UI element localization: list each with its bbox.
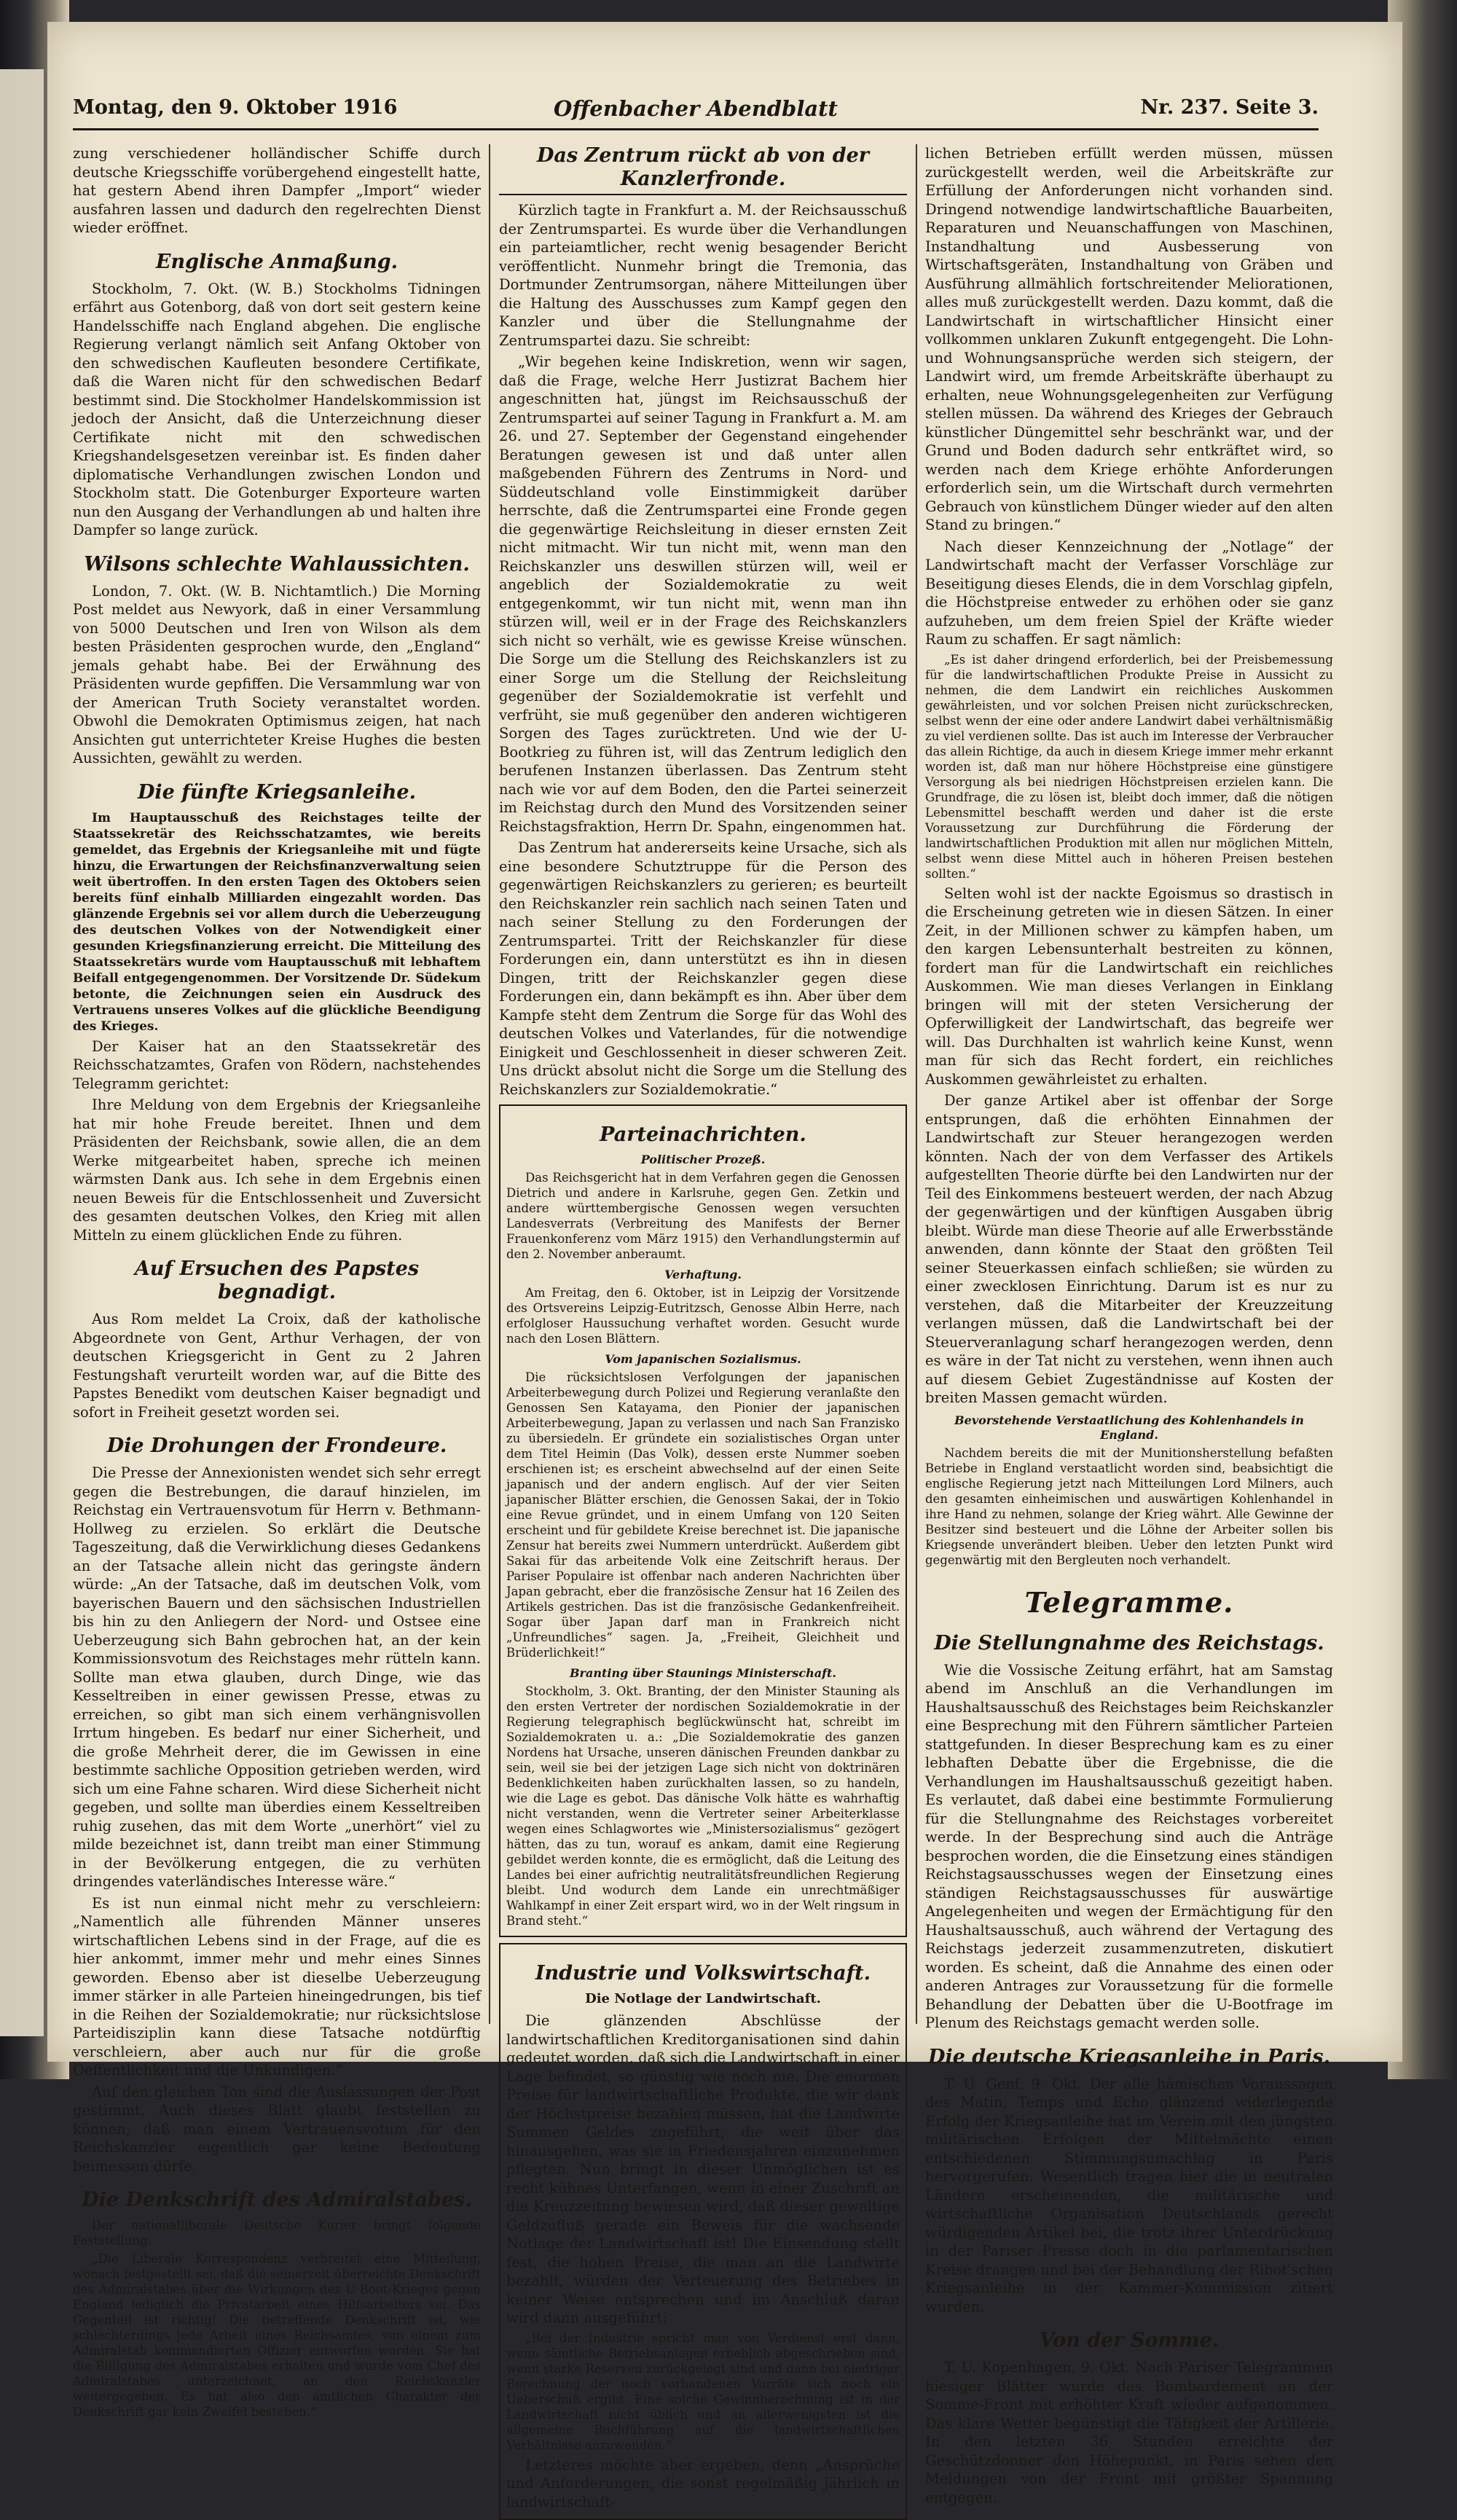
column-3	[925, 144, 1333, 2506]
column-rule	[916, 144, 917, 2024]
article-text: „Es ist daher dringend erforderlich, bei der Preisbemessung für die landwirtschaftlichen Produkte Preise in Aussicht zu nehmen, die dem Landwirt ein reichliches Auskommen gewährleisten, und vor solchen Preisen nicht zurückschrecken, selbst wenn der eine oder andere Landwirt dabei verhältnismäßig zu viel verdienen sollte. Das ist auch im Interesse der Verbraucher das allein Richtige, da auch in diesem Kriege immer mehr erkannt worden ist, daß man nur höhere Höchstpreise eine günstigere Versorgung als bei niedrigen Höchstpreisen erzielen kann. Die Grundfrage, die zu lösen ist, bleibt doch immer, daß die nötigen Lebensmittel beschafft werden und daher ist die erste Voraussetzung zur Durchführung die Förderung der landwirtschaftlichen Produktion mit allen nur möglichen Mitteln, selbst wenn diese Mittel auch in höheren Preisen bestehen sollten.“	[925, 652, 1333, 881]
previous-page-stub	[0, 69, 45, 2036]
article-headline: Wilsons schlechte Wahlaussichten.	[84, 552, 470, 576]
article-text: T. U. Kopenhagen, 9. Okt. Nach Pariser Telegrammen hiesiger Blätter wurde das Bombardement an der Somme-Front mit erhöhter Kraft wieder aufgenommen. Das klare Wetter begünstigt die Tätigkeit der Artillerie. In den letzten 36 Stunden erreichte der Geschützdonner den Höhepunkt, in Paris sehen den Meldungen von der Front mit größter Spannung entgegen.	[925, 2359, 1333, 2506]
article-subheading: Branting über Staunings Ministerschaft.	[570, 1666, 836, 1680]
article-subheading: Die Notlage der Landwirtschaft.	[585, 1991, 821, 2006]
article-subheading: Politischer Prozeß.	[640, 1153, 766, 1166]
article-text: „Bei der Industrie spricht man von Verdienst erst dann, wenn sämtliche Betriebsanlagen erheblich abgeschrieben sind, wenn starke Reserven zurückgelegt sind und dann bei niedriger Berechnung der noch vorhandenen Vorräte sich noch ein Ueberschuß ergibt. Eine solche Gewinnberechnung ist in der Landwirtschaft nicht üblich und an allerwenigsten ist die allgemeine Buchführung auf die landwirtschaftlichen Verhältnisse anzuwenden.“	[506, 2331, 900, 2452]
article-text: Die Presse der Annexionisten wendet sich sehr erregt gegen die Bestrebungen, die darauf hinzielen, im Reichstag ein Vertrauensvotum für Herrn v. Bethmann-Hollweg zu erzielen. So erklärt die Deutsche Tageszeitung, daß die Verwirklichung dieses Gedankens an der Tatsache allein nicht das geringste ändern würde: „An der Tatsache, daß im deutschen Volk, vom bayerischen Bauern und den sächsischen Industriellen bis hin zu den Anliegern der Nord- und Ostsee eine Ueberzeugung sich Bahn gebrochen hat, an der kein Kommissionsvotum des Reichstages mehr rütteln kann. Sollte man etwa glauben, durch Dinge, wie das Kesseltreiben in einer gewissen Presse, etwas zu erreichen, so gibt man sich einem verhängnisvollen Irrtum hingeben. Es bedarf nur einer Sicherheit, und die große Mehrheit derer, die im Gewissen in eine bestimmte sachliche Opposition getrieben werden, wird sich um eine Fahne scharen. Wird diese Sicherheit nicht gegeben, und sollte man überdies einem Kesseltreiben ruhig zusehen, das mit dem Worte „unerhört“ viel zu milde bezeichnet ist, dann treibt man einer Stimmung in der Bevölkerung entgegen, die zu verhüten dringendes vaterländisches Interesse wäre.“	[73, 1464, 481, 1890]
article-headline: Die Stellungnahme des Reichstags.	[934, 1631, 1324, 1655]
article-text: Selten wohl ist der nackte Egoismus so drastisch in die Erscheinung getreten wie in diesen Sätzen. In einer Zeit, in der Millionen schwer zu kämpfen haben, um den kargen Lebensunterhalt bestreiten zu können, fordert man für die Landwirtschaft ein reichliches Auskommen. Wie man dieses Verlangen in Einklang bringen will mit der steten Versicherung der Opferwilligkeit der Landwirtschaft, das begreife wer will. Das Durchhalten ist wahrlich keine Kunst, wenn man für sich das Recht fordert, ein reichliches Auskommen gewährleistet zu erhalten.	[925, 884, 1333, 1088]
article-text: T. U. Genf, 9. Okt. Der alle hämischen Voraussagen des Matin, Temps und Echo glänzend widerlegende Erfolg der Kriegsanleihe hat im Verein mit den jüngsten militärischen Erfolgen der Mittelmächte einen entschiedenen Stimmungsumschlag in Paris hervorgerufen. Wesentlich tragen hier die in neutralen Ländern erscheinenden, die militärische und wirtschaftliche Organisation Deutschlands gerecht würdigenden Artikel bei, die trotz ihrer Unterdrückung in der Pariser Presse doch in die parlamentarischen Kreise drangen und bei der Behandlung der Ribot'schen Kriegsanleihe in der Kammer-Kommission zitiert wurden.	[925, 2075, 1333, 2315]
article-text: Es ist nun einmal nicht mehr zu verschleiern: „Namentlich alle führenden Männer unseres wirtschaftlichen Lebens sind in der Frage, auf die es hier ankommt, immer mehr und mehr eines Sinnes geworden. Ebenso aber ist dieselbe Ueberzeugung immer stärker in alle Parteien hineingedrungen, bis tief in die Reihen der Sozialdemokratie; nur rücksichtslose Parteidisziplin kann diese Tatsache notdürftig verschleiern, aber auch nur für die große Oeffentlichkeit und die Unkundigen.“	[73, 1894, 481, 2079]
article-text: Auf den gleichen Ton sind die Auslassungen der Post gestimmt. Auch dieses Blatt glaubt feststellen zu können, daß man einem Vertrauensvotum für den Reichskanzler eigentlich gar keine Bedeutung beimessen dürfe.	[73, 2083, 481, 2175]
article-text: Nachdem bereits die mit der Munitionsherstellung befaßten Betriebe in England verstaatlicht worden sind, beabsichtigt die englische Regierung jetzt nach Mitteilungen Lord Milners, auch den gesamten einheimischen und auswärtigen Kohlenhandel in ihre Hand zu nehmen, solange der Krieg währt. Alle Gewinne der Besitzer sind besteuert und die Löhne der Arbeiter sollen bis Kriegsende unverändert bleiben. Ueber den letzten Punkt wird gegenwärtig mit den Bergleuten noch verhandelt.	[925, 1445, 1333, 1567]
article-text: Wie die Vossische Zeitung erfährt, hat am Samstag abend im Anschluß an die Verhandlungen im Haushaltsausschuß des Reichstages beim Reichskanzler eine Besprechung mit den Führern sämtlicher Parteien stattgefunden. In dieser Besprechung kam es zu einer lebhaften Debatte über die Ergebnisse, die die Verhandlungen im Haushaltsausschuß gezeitigt haben. Es verlautet, daß dabei eine bestimmte Formulierung für die Stellungnahme des Reichstages vorbereitet werde. In der Besprechung sind auch die Anträge besprochen worden, die die Einsetzung eines ständigen Reichstagsausschusses wegen der Einsetzung eines ständigen Reichstagsausschusses für auswärtige Angelegenheiten und wegen der Ermächtigung für den Haushaltsausschuß, auch während der Vertagung des Reichstags jederzeit zusammenzutreten, diskutiert worden. Es scheint, daß die Annahme des einen oder anderen Antrages zur Voraussetzung für die formelle Behandlung der Debatten über die U-Bootfrage im Plenum des Reichstags gemacht werden solle.	[925, 1661, 1333, 2031]
article-text: Aus Rom meldet La Croix, daß der katholische Abgeordnete von Gent, Arthur Verhagen, der von deutschen Kriegsgericht in Gent zu 2 Jahren Festungshaft verurteilt worden war, auf die Bitte des Papstes Benedikt vom deutschen Kaiser begnadigt und sofort in Freiheit gesetzt worden sei.	[73, 1311, 481, 1421]
party-news-box	[499, 1104, 907, 1937]
article-headline: Auf Ersuchen des Papstes begnadigt.	[134, 1257, 420, 1303]
article-text: Im Hauptausschuß des Reichstages teilte der Staatssekretär des Reichsschatzamtes, wie bereits gemeldet, das Ergebnis der Kriegsanleihe mit und fügte hinzu, die Erwartungen der Reichsfinanzverwaltung seien weit übertroffen. In den ersten Tagen des Oktobers seien bereits fünf einhalb Milliarden eingezahlt worden. Das glänzende Ergebnis sei vor allem durch die Ueberzeugung des deutschen Volkes von der Notwendigkeit einer gesunden Kriegsfinanzierung erreicht. Die Mitteilung des Staatssekretärs wurde vom Hauptausschuß mit lebhaftem Beifall entgegengenommen. Der Vorsitzende Dr. Südekum betonte, die Zeichnungen seien ein Ausdruck des Vertrauens unseres Volkes auf die glückliche Beendigung des Krieges.	[73, 810, 481, 1034]
article-text: Letzteres möchte aber ergeben, denn „Ansprüche und Anforderungen, die sonst regelmäßig jährlich in landwirtschaft-	[506, 2456, 900, 2511]
article-text: Am Freitag, den 6. Oktober, ist in Leipzig der Vorsitzende des Ortsvereins Leipzig-Eutritzsch, Genosse Albin Herre, nach erfolgloser Haussuchung verhaftet worden. Gesucht wurde nach den Losen Blättern.	[506, 1286, 900, 1346]
section-headline-telegrams: Telegramme.	[1024, 1585, 1234, 1619]
header-paper-title: Offenbacher Abendblatt	[554, 96, 838, 121]
article-subheading: Bevorstehende Verstaatlichung des Kohlenhandels in England.	[954, 1413, 1304, 1442]
article-text: zung verschiedener holländischer Schiffe durch deutsche Kriegsschiffe vorübergehend eingestellt hatte, hat gestern Abend ihren Dampfer „Import“ wieder ausfahren lassen und dadurch den regelrechten Dienst wieder eröffnet.	[73, 145, 481, 236]
header-issue-number: Nr. 237. Seite 3.	[1140, 96, 1319, 119]
article-text: Das Reichsgericht hat in dem Verfahren gegen die Genossen Dietrich und andere in Karlsruhe, gegen Gen. Zetkin und andere württembergische Genossen wegen versuchten Landesverrats (Verbreitung des Manifests der Berner Frauenkonferenz vom März 1915) den Verhandlungstermin auf den 2. November anberaumt.	[506, 1171, 900, 1261]
article-text: „Die Liberale Korrespondenz verbreitet eine Mitteilung, wonach festgestellt sei, daß die seinerzeit überreichte Denkschrift des Admiralstabes über die Wirkungen des U-Boot-Krieges gegen England lediglich die Privatarbeit eines Hilfsarbeiters sei. Das Gegenteil ist richtig! Die betreffende Denkschrift ist, wie schlechterdings jede Arbeit eines Reichsamtes, von einem zum Admiralstab kommandierten Offizier entworfen worden. Sie hat die Billigung des Admiralstabes erhalten und wurde vom Chef des Admiralstabes unterzeichnet, an den Reichskanzler weitergegeben. Es hat also den amtlichen Charakter der Denkschrift gar kein Zweifel bestehen.“	[73, 2252, 481, 2419]
article-text: Kürzlich tagte in Frankfurt a. M. der Reichsausschuß der Zentrumspartei. Es wurde über die Verhandlungen ein parteiamtlicher, recht wenig besagender Bericht veröffentlicht. Nunmehr bringt die Tremonia, das Dortmunder Zentrumsorgan, nähere Mitteilungen über die Haltung des Ausschusses zum Kampf gegen den Kanzler und über die Stellungnahme der Zentrumspartei dazu. Sie schreibt:	[499, 202, 907, 349]
article-headline: Parteinachrichten.	[600, 1123, 806, 1146]
newspaper-page	[47, 22, 1402, 2511]
column-2	[499, 144, 907, 2511]
article-headline: Industrie und Volkswirtschaft.	[535, 1962, 871, 1985]
article-headline: Von der Somme.	[1039, 2329, 1220, 2352]
article-headline: Die fünfte Kriegsanleihe.	[137, 780, 417, 804]
article-headline: Die deutsche Kriegsanleihe in Paris.	[928, 2045, 1330, 2068]
article-subheading: Verhaftung.	[664, 1268, 742, 1281]
article-text: „Wir begehen keine Indiskretion, wenn wir sagen, daß die Frage, welche Herr Justizrat Bachem hier angeschnitten hat, jüngst im Reichsausschuß der Zentrumspartei auf seiner Tagung in Frankfurt a. M. am 26. und 27. September der Gegenstand eingehender Beratungen gewesen ist und daß unter allen maßgebenden Führern des Zentrums in Nord- und Süddeutschland volle Einstimmigkeit darüber herrschte, daß die Zentrumspartei eine Fronde gegen die gegenwärtige Reichsleitung in dieser ernsten Zeit nicht mitmacht. Wir tun nicht mit, wenn man den Reichskanzler uns deswillen stürzen will, weil er angeblich der Sozialdemokratie zu weit entgegenkommt, wir tun nicht mit, wenn man ihn stürzen will, weil er in der Frage des Reichskanzlers sich nicht so verhält, wie es gewisse Kreise wünschen. Die Sorge um die Stellung des Reichskanzlers ist zu einer Sorge um die Stellung der Reichsleitung gegenüber der Sozialdemokratie ist verfehlt und verfrüht, sie muß gegenüber den anderen wichtigeren Sorgen des Tages zurücktreten. Und wie der U-Bootkrieg zu führen ist, will das Zentrum lediglich den berufenen Instanzen überlassen. Das Zentrum steht nach wie vor auf dem Boden, den die Partei seinerzeit im Reichstag durch den Mund des Vorsitzenden seiner Reichstagsfraktion, Herrn Dr. Spahn, eingenommen hat.	[499, 353, 907, 835]
economy-box	[499, 1943, 907, 2520]
article-text: lichen Betrieben erfüllt werden müssen, müssen zurückgestellt werden, weil die Arbeitskräfte zur Erfüllung der Anforderungen nicht vorhanden sind. Dringend notwendige landwirtschaftliche Bauarbeiten, Reparaturen und Neuanschaffungen von Maschinen, Instandhaltung und Ausbesserung von Wirtschaftsgeräten, Instandhaltung von Gräben und Ausführung allmählich fortschreitender Meliorationen, alles muß zurückgestellt werden. Dazu kommt, daß die Landwirtschaft in wirtschaftlicher Hinsicht einer vollkommen unklaren Zukunft entgegengeht. Die Lohn- und Wohnungsansprüche werden sich steigern, der Landwirt wird, um fremde Arbeitskräfte überhaupt zu erhalten, neue Wohnungsgelegenheiten zur Verfügung stellen müssen. Da während des Krieges der Gebrauch künstlicher Düngemittel sehr beschränkt war, und der Grund und Boden dadurch sehr entkräftet wird, so werden nach dem Kriege erhöhte Anforderungen erforderlich sein, um die Wirtschaft durch vermehrten Gebrauch von künstlichem Dünger wieder auf den alten Stand zu bringen.“	[925, 145, 1333, 533]
article-text: Nach dieser Kennzeichnung der „Notlage“ der Landwirtschaft macht der Verfasser Vorschläge zur Beseitigung dieses Elends, die in dem Vorschlag gipfeln, die Höchstpreise entweder zu erhöhen oder sie ganz aufzuheben, um dem freien Spiel der Kräfte wieder Raum zu schaffen. Er sagt nämlich:	[925, 538, 1333, 648]
column-rule	[489, 144, 490, 2024]
article-text: Der nationalliberale Deutsche Kurier bringt folgende Feststellung:	[73, 2218, 481, 2248]
page-header	[73, 92, 1319, 130]
article-headline: Die Denkschrift des Admiralstabes.	[82, 2189, 472, 2211]
article-subheading: Vom japanischen Sozialismus.	[605, 1352, 801, 1366]
header-date: Montag, den 9. Oktober 1916	[73, 96, 398, 119]
column-1	[73, 144, 481, 2419]
article-text: Stockholm, 3. Okt. Branting, der den Minister Stauning als den ersten Vertreter der nordischen Sozialdemokratie in der Regierung telegraphisch beglückwünscht hat, schreibt im Sozialdemokraten u. a.: „Die Sozialdemokratie des ganzen Nordens hat Ursache, unseren dänischen Freunden dankbar zu sein, weil sie bei der jetzigen Lage sich nicht von doktrinären Bedenklichkeiten haben zurückhalten lassen, so zu handeln, wie die Lage es gebot. Das dänische Volk hätte es wahrhaftig nicht verstanden, wenn die Vertreter seiner Arbeiterklasse wegen eines Schlagwortes wie „Ministersozialismus“ gezögert hätten, das zu tun, worauf es ankam, damit eine Regierung gebildet werden konnte, die es ermöglicht, daß die Leitung des Landes bei einer aufrichtig neutralitätsfreundlichen Regierung bleibt. Und wodurch dem Lande ein unrechtmäßiger Wahlkampf in einer Zeit erspart wird, wo in der Welt ringsum in Brand steht.“	[506, 1684, 900, 1928]
article-headline: Die Drohungen der Frondeure.	[106, 1434, 447, 1457]
article-text: Die rücksichtslosen Verfolgungen der japanischen Arbeiterbewegung durch Polizei und Regierung veranlaßte den Genossen Sen Katayama, den Pionier der japanischen Arbeiterbewegung, Japan zu verlassen und nach San Franzisko zu übersiedeln. Er gründete ein sozialistisches Organ unter dem Titel Heimin (Das Volk), dessen erste Nummer soeben erschienen ist; es erscheint abwechselnd auf der einen Seite japanisch und der andern englisch. Auf der vier Seiten japanischer Blätter erschien, die Genossen Sakai, der in Tokio eine Revue gründet, und in einem Umfang von 120 Seiten erscheint und für gebildete Kreise berechnet ist. Die japanische Zensur hat bereits zwei Nummern unterdrückt. Außerdem gibt Sakai für das arbeitende Volk eine Zeitschrift heraus. Der Pariser Populaire ist offenbar nach anderen Nachrichten über Japan gebracht, eber die französische Zensur hat 16 Zeilen des Artikels gestrichen. Das ist die französische Gedankenfreiheit. Sogar über Japan darf man in Frankreich nicht „Unfreundliches“ sagen. Ja, „Freiheit, Gleichheit und Brüderlichkeit!“	[506, 1370, 900, 1660]
article-text: Der Kaiser hat an den Staatssekretär des Reichsschatzamtes, Grafen von Rödern, nachstehendes Telegramm gerichtet:	[73, 1037, 481, 1092]
article-headline: Englische Anmaßung.	[155, 250, 398, 273]
article-text: Stockholm, 7. Okt. (W. B.) Stockholms Tidningen erfährt aus Gotenborg, daß von dort seit gestern keine Handelsschiffe nach England abgehen. Die englische Regierung verlangt nämlich seit Anfang Oktober von den schwedischen Kaufleuten besondere Certifikate, daß die Waren nicht für den schwedischen Bedarf bestimmt sind. Die Stockholmer Handelskommission ist jedoch der Ansicht, daß die Unterzeichnung dieser Certifikate nicht mit den schwedischen Kriegshandelsgesetzen vereinbar ist. Es finden daher diplomatische Verhandlungen zwischen London und Stockholm statt. Die Gotenburger Exporteure warten nun den Ausgang der Verhandlungen ab und halten ihre Dampfer so lange zurück.	[73, 280, 481, 538]
article-text: Ihre Meldung von dem Ergebnis der Kriegsanleihe hat mir hohe Freude bereitet. Ihnen und dem Präsidenten der Reichsbank, sowie allen, die an dem Werke mitgearbeitet haben, spreche ich meinen wärmsten Dank aus. Ich sehe in dem Ergebnis einen neuen Beweis für die Entschlossenheit und Zuversicht des gesamten deutschen Volkes, den Krieg mit allen Mitteln zu einem glücklichen Ende zu führen.	[73, 1096, 481, 1244]
article-text: London, 7. Okt. (W. B. Nichtamtlich.) Die Morning Post meldet aus Newyork, daß in einer Versammlung von 5000 Deutschen und Iren von Wilson als dem besten Präsidenten gesprochen wurde, den „England“ jemals gehabt habe. Bei der Erwähnung des Präsidenten wurde gepfiffen. Die Versammlung war von der American Truth Society veranstaltet worden. Obwohl die Demokraten Optimismus zeigen, hat nach Ansichten gut unterrichteter Kreise Hughes die besten Aussichten, gewählt zu werden.	[73, 582, 481, 766]
article-headline: Das Zentrum rückt ab von der Kanzlerfronde.	[499, 144, 907, 195]
article-text: Der ganze Artikel aber ist offenbar der Sorge entsprungen, daß die erhöhten Einnahmen der Landwirtschaft zur Steuer herangezogen werden könnten. Nach der von dem Verfasser des Artikels aufgestellten Theorie dürfte bei den Landwirten nur der Teil des Einkommens besteuert werden, der nach Abzug der gegenwärtigen und der künftigen Ausgaben übrig bleibt. Würde man diese Theorie auf alle Erwerbsstände anwenden, dann könnte der Staat den größten Teil seiner Steuerkassen einfach schließen; sie würden zu einer zwecklosen Einrichtung. Darum ist es nur zu verstehen, daß die Mitarbeiter der Kreuzzeitung verlangen müssen, daß die Landwirtschaft bei der Steuerveranlagung scharf herangezogen werden, denn es wäre in der Tat nicht zu verstehen, wenn ihnen auch auf diesem Gebiet Zugeständnisse auf Kosten der breiten Massen gemacht würden.	[925, 1092, 1333, 1406]
article-text: Die glänzenden Abschlüsse der landwirtschaftlichen Kreditorganisationen sind dahin gedeutet worden, daß sich die Landwirtschaft in einer Lage befindet, so günstig wie noch nie. Die enormen Preise für landwirtschaftliche Produkte, die wir dank der Höchstpreise bezahlen müssen, hat die Landwirte Summen Geldes zugeführt, die weit über das hinausgehen, was sie in Friedensjahren einzunehmen pflegten. Nun bringt in dieser Unmöglichen ist es recht kühnes Unterfangen, wenn in einer Zuschrift an die Kreuzzeitung bewiesen wird, daß dieser gewaltige Geldzufluß gerade ein Beweis für die wachsende Notlage der Landwirtschaft ist! Die Einsendung stellt fest, die hohen Preise, die man an die Landwirte bezahlt, würden der Verteuerung des Betriebes in keiner Weise entsprechen und im Anschluß daran wird dann ausgeführt:	[506, 2012, 900, 2326]
article-text: Das Zentrum hat andererseits keine Ursache, sich als eine besondere Schutztruppe für die Person des gegenwärtigen Reichskanzlers zu gerieren; es beurteilt den Reichskanzler rein sachlich nach seinen Taten und nach seiner Stellung zu den Forderungen der Zentrumspartei. Tritt der Reichskanzler für diese Forderungen ein, dann unterstützt es ihn in diesen Dingen, tritt der Reichskanzler gegen diese Forderungen ein, dann bekämpft es ihn. Aber über dem Kampfe steht dem Zentrum die Sorge für das Wohl des deutschen Volkes und Vaterlandes, für die notwendige Einigkeit und Geschlossenheit in dieser schweren Zeit. Uns drückt absolut nicht die Sorge um die Stellung des Reichskanzlers zur Sozialdemokratie.“	[499, 839, 907, 1098]
